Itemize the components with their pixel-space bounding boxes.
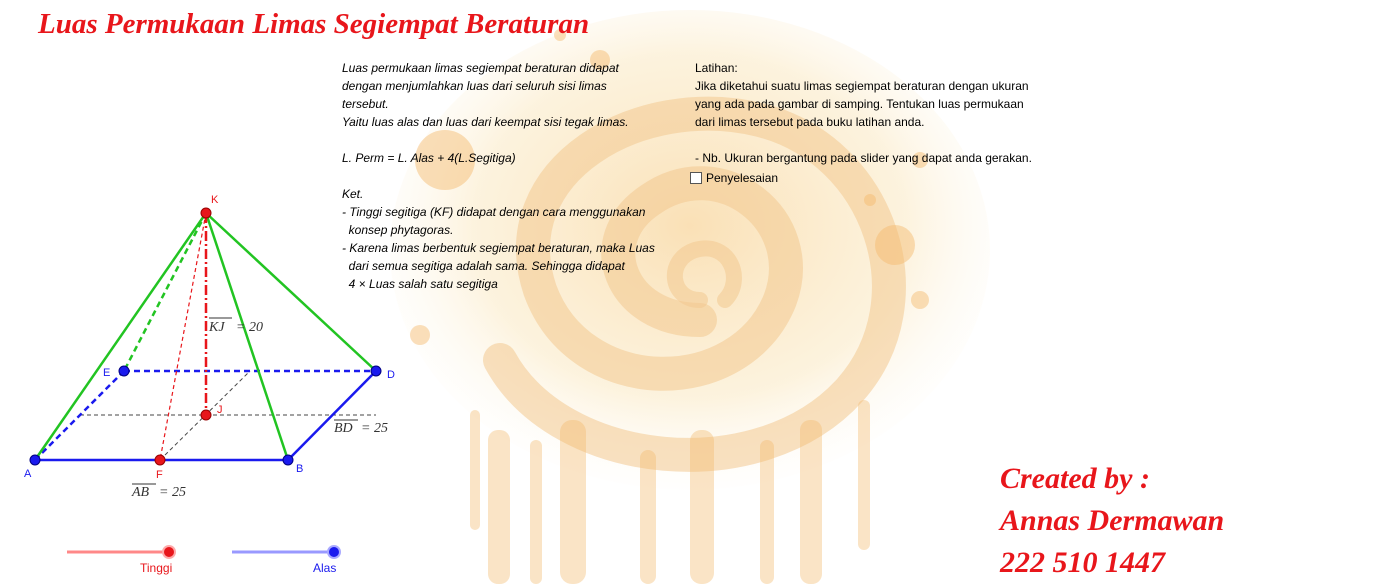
description-line: dengan menjumlahkan luas dari seluruh sisi limas <box>342 79 607 93</box>
point-J[interactable] <box>201 410 211 420</box>
description-line: konsep phytagoras. <box>342 223 454 237</box>
description-line: Yaitu luas alas dan luas dari keempat sisi tegak limas. <box>342 115 629 129</box>
description-line: - Karena limas berbentuk segiempat beraturan, maka Luas <box>342 241 655 255</box>
tinggi-slider[interactable] <box>67 546 175 575</box>
tinggi-slider-label: Tinggi <box>140 561 173 575</box>
description-line: tersebut. <box>342 97 389 111</box>
description-line: Ket. <box>342 187 364 201</box>
exercise-text <box>695 59 1055 167</box>
kj-label: KJ <box>209 320 225 335</box>
label-J: J <box>217 404 223 416</box>
alas-slider[interactable] <box>232 546 340 575</box>
bd-value: = 25 <box>361 421 388 436</box>
edge-KE <box>124 213 206 371</box>
exercise-note: - Nb. Ukuran bergantung pada slider yang dapat anda gerakan. <box>695 151 1032 165</box>
description-line <box>342 131 682 149</box>
slant-height-KF <box>160 213 206 460</box>
formula-line: L. Perm = L. Alas + 4(L.Segitiga) <box>342 151 516 165</box>
credit-heading: Created by : <box>1000 462 1150 495</box>
exercise-line <box>695 131 1055 149</box>
exercise-line: Jika diketahui suatu limas segiempat beraturan dengan ukuran <box>695 79 1029 93</box>
point-D[interactable] <box>371 366 381 376</box>
exercise-line: dari limas tersebut pada buku latihan anda. <box>695 115 925 129</box>
penyelesaian-label: Penyelesaian <box>706 171 779 185</box>
penyelesaian-checkbox-row[interactable] <box>690 171 778 185</box>
description-line: 4 × Luas salah satu segitiga <box>342 277 498 291</box>
edge-KA <box>35 213 206 460</box>
credit-number: 222 510 1447 <box>1000 546 1165 579</box>
label-A: A <box>24 468 32 480</box>
exercise-heading: Latihan: <box>695 61 738 75</box>
point-K[interactable] <box>201 208 211 218</box>
label-F: F <box>156 469 163 481</box>
point-A[interactable] <box>30 455 40 465</box>
label-D: D <box>387 369 395 381</box>
ab-value: = 25 <box>159 485 186 500</box>
tinggi-slider-handle[interactable] <box>163 546 175 558</box>
description-line: Luas permukaan limas segiempat beraturan didapat <box>342 61 619 75</box>
ab-label: AB <box>132 485 150 500</box>
exercise-line: yang ada pada gambar di samping. Tentukan luas permukaan <box>695 97 1024 111</box>
alas-slider-handle[interactable] <box>328 546 340 558</box>
label-B: B <box>296 463 304 475</box>
point-F[interactable] <box>155 455 165 465</box>
description-line: - Tinggi segitiga (KF) didapat dengan cara menggunakan <box>342 205 646 219</box>
label-E: E <box>103 367 111 379</box>
description-line: dari semua segitiga adalah sama. Sehingga didapat <box>342 259 625 273</box>
pyramid-figure <box>0 180 420 584</box>
point-E[interactable] <box>119 366 129 376</box>
point-B[interactable] <box>283 455 293 465</box>
credit-author: Annas Dermawan <box>1000 504 1225 537</box>
alas-slider-label: Alas <box>313 561 337 575</box>
label-K: K <box>211 194 219 206</box>
page-title: Luas Permukaan Limas Segiempat Beraturan <box>38 8 590 40</box>
kj-value: = 20 <box>236 320 263 335</box>
penyelesaian-checkbox[interactable] <box>690 172 702 184</box>
bd-label: BD <box>334 421 353 436</box>
